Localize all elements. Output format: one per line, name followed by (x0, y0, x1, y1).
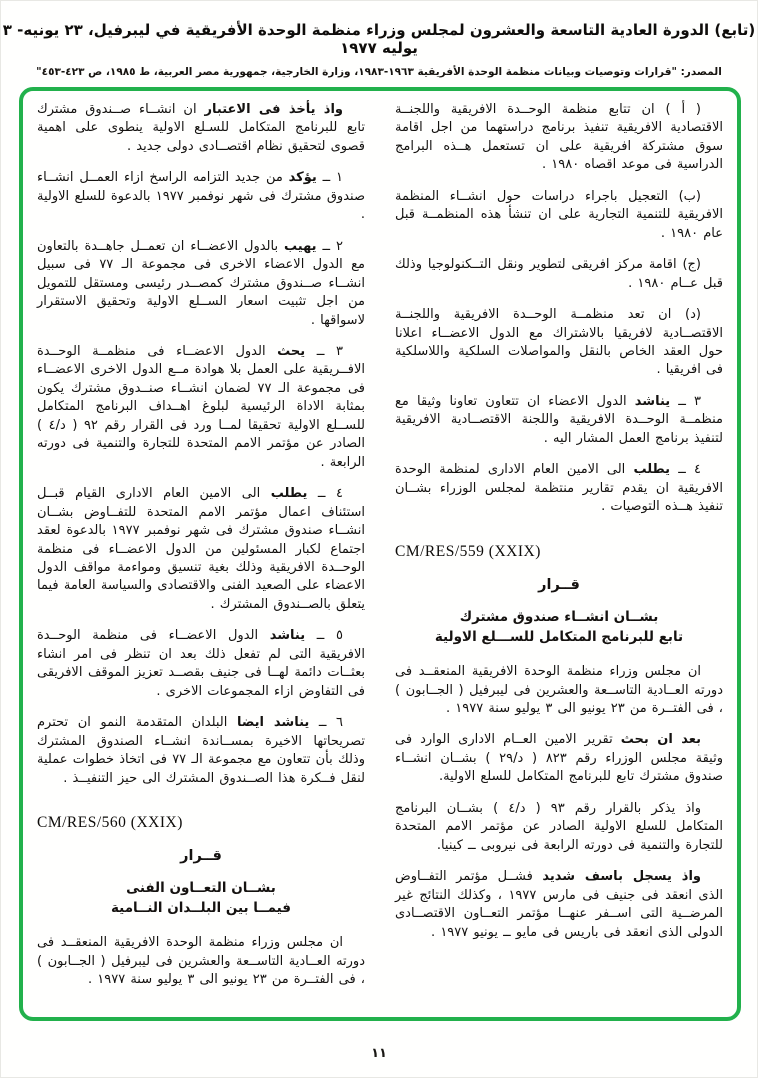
paragraph: (ج) اقامة مركز افريقى لتطوير ونقل التــكنولوجيا وذلك قبل عــام ١٩٨٠ . (395, 257, 723, 291)
paragraph: ( أ ) ان تتابع منظمة الوحــدة الافريقية واللجنــة الاقتصادية الافريقية تنفيذ برنامج دراستهما من اجل اقامة سوق مشتركة افريقية على ان تستعمل هــذه البرامج الدراسية فى موعد اقصاه ١٩٨٠ . (395, 102, 723, 173)
paragraph: واذ يأخذ فى الاعتبار ان انشــاء صــندوق مشترك تابع للبرنامج المتكامل للسـلع الاولية ينطوى على اهمية قصوى لتحقيق نظام اقتصــادى دولى جديد . (37, 102, 365, 154)
paragraph: ٣ ــ يحث الدول الاعضــاء فى منظمــة الوحــدة الافــريقية على العمل بلا هوادة مــع الدول الاخرى الاعضــاء فى مجموعة الـ ٧٧ لضمان انشــاء صنــدوق مشترك يكون بمثابة الاداة الرئيسية لبلوغ اهــداف البرنامج المتكامل للســلع الاولية تحقيقا لمــا ورد فى القرار رقم ٩٢ ( د/٤ ) الصادر عن مؤتمر الامم المتحدة للتجارة والتنمية فى دورته الرابعة . (37, 343, 365, 470)
document-page (1, 1, 757, 1077)
column-right (395, 101, 723, 1011)
resolution-number-560: CM/RES/560 (XXIX) (37, 813, 183, 831)
paragraph: ٦ ــ يناشد ايضا البلدان المتقدمة النمو ان تحترم تصريحاتها الاخيرة بمســاندة انشــاء الصندوق المشترك وذلك بأن تتعاون مع مجموعة الـ ٧٧ فى اتخاذ خطوات عملية لنقل فــكرة هذا الصــندوق المشترك الى حيز التنفيــذ . (37, 715, 365, 786)
paragraph: ان مجلس وزراء منظمة الوحدة الافريقية المنعقــد فى دورته العــادية التاســعة والعشرين فى ليبرفيل ( الجــابون ) ، فى الفتــرة من ٢٣ يونيو الى ٣ يوليو سنة ١٩٧٧ . (395, 664, 723, 717)
paragraph: ٣ ــ يناشد الدول الاعضاء ان تتعاون تعاونا وثيقا مع منظمــة الوحــدة الافريقية واللجنة الاقتصــادية الافريقية لتنفيذ برنامج العمل المشار اليه . (395, 393, 723, 446)
paragraph: ١ ــ يؤكد من جديد التزامه الراسخ ازاء العمــل انشــاء صندوق مشترك فى شهر نوفمبر ١٩٧٧ بالدعوة للسلع الاولية . (37, 170, 365, 223)
paragraph: ان مجلس وزراء منظمة الوحدة الافريقية المنعقــد فى دورته العــادية التاســعة والعشرين فى ليبرفيل ( الجــابون ) ، فى الفتــرة من ٢٣ يونيو الى ٣ يوليو سنة ١٩٧٧ . (37, 935, 365, 988)
paragraph: ٤ ــ يطلب الى الامين العام الادارى لمنظمة الوحدة الافريقية ان يقدم تقارير منتظمة لمجلس الوزراء بشــان تنفيذ هــذه التوصيات . (395, 462, 723, 515)
resolution-number-559: CM/RES/559 (XXIX) (395, 542, 541, 560)
decision-heading: قــرار (180, 847, 222, 864)
decision-subject: بشــان التعــاون الفنى فيمــا بين البلــدان النــامية (111, 879, 291, 917)
column-left (37, 101, 365, 1011)
paragraph: (د) ان تعد منظمــة الوحــدة الافريقية واللجنــة الاقتصــادية لافريقيا بالاشتراك مع الدول الاعضــاء اعلانا حول العقد الخاص بالنقل والمواصلات السلكية واللاسلكية فى افريقيا . (395, 307, 723, 378)
header-title: (تابع) الدورة العادية التاسعة والعشرون لمجلس وزراء منظمة الوحدة الأفريقية في ليبرفيل، ٢٣ يونيه- ٣ يوليه ١٩٧٧ (2, 21, 756, 57)
page-number: ١١ (371, 1046, 387, 1061)
two-column-layout (37, 101, 723, 1011)
decision-subject: بشــان انشــاء صندوق مشترك تابع للبرنامج المتكامل للســـلع الاولية (434, 608, 684, 645)
content-frame (19, 87, 741, 1021)
paragraph: واذ يسجل باسف شديد فشــل مؤتمر التفــاوض الذى انعقد فى جنيف فى مارس ١٩٧٧ ، وكذلك النتائج غير المرضــية التى اســفر عنهــا مؤتمر التعــاون الاقتصــادى الدولى الذى انعقد فى باريس فى مايو ــ يونيو ١٩٧٧ . (395, 869, 724, 940)
paragraph: ٤ ــ يطلب الى الامين العام الادارى القيام قبــل استئناف اعمال مؤتمر الامم المتحدة للتفــاوض بشــان انشــاء صندوق مشترك فى شهر نوفمبر ١٩٧٧ بالدعوة لعقد اجتماع لكبار المسئولين من الدول الاعضــاء فى منظمة الوحــدة الافريقية وذلك بغية تنسيق ومواءمة مواقف الدول الاعضاء على الصعيد الفنى والاقتصادى والسياسة العامة فيما يتعلق بالصــندوق المشترك . (37, 486, 365, 612)
paragraph: ٥ ــ يناشد الدول الاعضــاء فى منظمة الوحــدة الافريقية التى لم تفعل ذلك بعد ان تنظر فى امر انشاء بعثــات دائمة لهــا فى جنيف بقصــد تعزيز الموقف الافريقى فى التفاوض ازاء المجموعات الاخرى . (37, 628, 365, 699)
page-header (1, 1, 757, 78)
source-line: المصدر: "قرارات وتوصيات وبيانات منظمة الوحدة الأفريقية ١٩٦٣-١٩٨٣، وزارة الخارجية، جمهورية مصر العربية، ط ١٩٨٥، ص ٤٢٣-٤٥٣" (36, 66, 722, 78)
paragraph: ٢ ــ يهيب بالدول الاعضــاء ان تعمــل جاهــدة بالتعاون مع الدول الاعضاء الاخرى فى مجموعة الـ ٧٧ فى سبيل انشــاء صــندوق مشترك كمصــدر رئيسى ومستقل للتمويل من اجل تثبيت اسعار الســلع الاولية وتحقيق الاستقرار لاسواقها . (37, 238, 365, 328)
paragraph: واذ يذكر بالقرار رقم ٩٣ ( د/٤ ) بشــان البرنامج المتكامل للسلع الاولية الصادر عن مؤتمر الامم المتحدة للتجارة والتنمية فى دورته الرابعة فى نيروبى ــ كينيا. (395, 800, 723, 853)
paragraph: بعد ان بحث تقرير الامين العــام الادارى الوارد فى وثيقة مجلس الوزراء رقم ٨٢٣ ( د/٢٩ ) بشــان انشــاء صندوق مشترك تابع للبرنامج المتكامل للسلع الاولية. (395, 732, 724, 785)
paragraph: (ب) التعجيل باجراء دراسات حول انشــاء المنظمة الافريقية للتنمية التجارية على ان تنشأ هذه المنظمــة قبل عام ١٩٨٠ . (395, 188, 723, 241)
decision-heading: قــرار (538, 576, 580, 593)
